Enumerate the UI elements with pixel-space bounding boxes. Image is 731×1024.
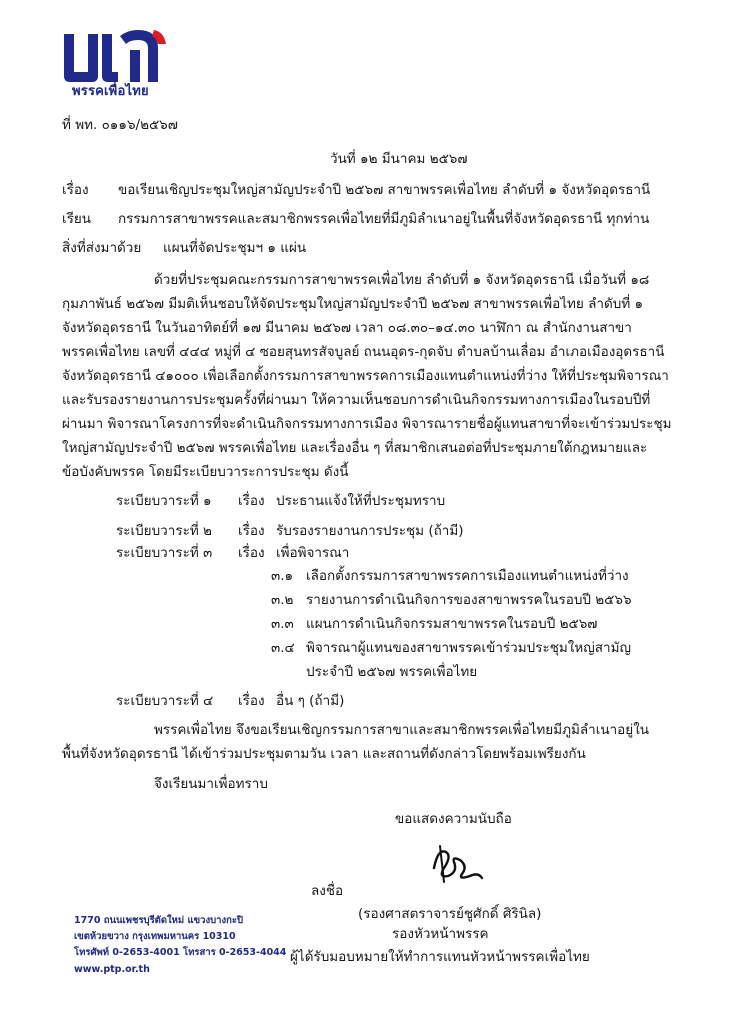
footer-phone: โทรศัพท์ 0-2653-4001 โทรสาร 0-2653-4044 [74, 947, 287, 958]
body-line: ด้วยที่ประชุมคณะกรรมการสาขาพรรคเพื่อไทย ลำดับที่ ๑ จังหวัดอุดรธานี เมื่อวันที่ ๑๘ [154, 272, 650, 288]
body-line: กุมภาพันธ์ ๒๕๖๗ มีมติเห็นชอบให้จัดประชุมใหญ่สามัญประจำปี ๒๕๖๗ สาขาพรรคเพื่อไทย ลำดับที่ ๑ [62, 296, 644, 312]
agenda-label: เรื่อง [238, 493, 265, 509]
signer-name: (รองศาสตราจารย์ชูศักดิ์ ศิรินิล) [358, 906, 542, 922]
body-line: จังหวัดอุดรธานี ๔๑๐๐๐ เพื่อเลือกตั้งกรรมการสาขาพรรคการเมืองแทนตำแหน่งที่ว่าง ให้ที่ประชุมพิจารณา [62, 368, 669, 384]
closing-line: พรรคเพื่อไทย จึงขอเรียนเชิญกรรมการสาขาและสมาชิกพรรคเพื่อไทยมีภูมิลำเนาอยู่ใน [154, 722, 650, 738]
agenda-label: เรื่อง [238, 523, 265, 539]
agenda-text: เพื่อพิจารณา [276, 545, 350, 561]
subject-text: ขอเรียนเชิญประชุมใหญ่สามัญประจำปี ๒๕๖๗ สาขาพรรคเพื่อไทย ลำดับที่ ๑ จังหวัดอุดรธานี [118, 182, 651, 198]
agenda-number: ระเบียบวาระที่ ๔ [116, 693, 214, 709]
closing-line: พื้นที่จังหวัดอุดรธานี ได้เข้าร่วมประชุมตามวัน เวลา และสถานที่ดังกล่าวโดยพร้อมเพรียงกัน [62, 746, 586, 762]
signer-title: รองหัวหน้าพรรค [392, 926, 489, 942]
sign-label: ลงชื่อ [311, 883, 344, 899]
body-line: ผ่านมา พิจารณาโครงการที่จะดำเนินกิจกรรมทางการเมือง พิจารณารายชื่อผู้แทนสาขาที่จะเข้าร่วมประชุม [62, 416, 672, 432]
signer-role: ผู้ได้รับมอบหมายให้ทำการแทนหัวหน้าพรรคเพื่อไทย [290, 949, 590, 965]
subitem-text: เลือกตั้งกรรมการสาขาพรรคการเมืองแทนตำแหน่งที่ว่าง [306, 568, 629, 584]
inform-line: จึงเรียนมาเพื่อทราบ [154, 776, 268, 792]
document-number: ที่ พท. ๐๑๑๖/๒๕๖๗ [62, 117, 178, 133]
subitem-number: ๓.๔ [271, 640, 295, 656]
agenda-label: เรื่อง [238, 545, 265, 561]
subitem-text: รายงานการดำเนินกิจการของสาขาพรรคในรอบปี ๒๕๖๖ [306, 592, 632, 608]
agenda-label: เรื่อง [238, 693, 265, 709]
subitem-number: ๓.๑ [271, 568, 294, 584]
enclosure-text: แผนที่จัดประชุมฯ ๑ แผ่น [163, 240, 307, 256]
subitem-text: พิจารณาผู้แทนของสาขาพรรคเข้าร่วมประชุมใหญ่สามัญ [306, 640, 631, 656]
party-logo-text: พรรคเพื่อไทย [72, 84, 149, 99]
agenda-number: ระเบียบวาระที่ ๓ [116, 545, 213, 561]
recipient-text: กรรมการสาขาพรรคและสมาชิกพรรคเพื่อไทยที่มีภูมิลำเนาอยู่ในพื้นที่จังหวัดอุดรธานี ทุกท่าน [118, 211, 650, 227]
subitem-number: ๓.๒ [271, 592, 294, 608]
enclosure-label: สิ่งที่ส่งมาด้วย [62, 240, 142, 256]
body-line: ข้อบังคับพรรค โดยมีระเบียบวาระการประชุม ดังนี้ [62, 464, 349, 480]
footer-website[interactable]: www.ptp.or.th [74, 964, 150, 975]
agenda-text: ประธานแจ้งให้ที่ประชุมทราบ [276, 493, 446, 509]
agenda-number: ระเบียบวาระที่ ๑ [116, 493, 212, 509]
body-line: ใหญ่สามัญประจำปี ๒๕๖๗ พรรคเพื่อไทย และเรื่องอื่น ๆ ที่สมาชิกเสนอต่อที่ประชุมภายใต้กฎหมายและ [62, 440, 648, 456]
agenda-text: อื่น ๆ (ถ้ามี) [276, 693, 345, 709]
agenda-number: ระเบียบวาระที่ ๒ [116, 523, 212, 539]
footer-address-2: เขตห้วยขวาง กรุงเทพมหานคร 10310 [74, 931, 236, 942]
regards-line: ขอแสดงความนับถือ [395, 811, 512, 827]
body-line: และรับรองรายงานการประชุมครั้งที่ผ่านมา ให้ความเห็นชอบการดำเนินกิจกรรมทางการเมืองในรอบปีที่ [62, 392, 651, 408]
signature-mark [424, 838, 490, 890]
recipient-label: เรียน [62, 211, 92, 227]
subitem-number: ๓.๓ [271, 616, 294, 632]
subitem-continuation: ประจำปี ๒๕๖๗ พรรคเพื่อไทย [306, 664, 478, 680]
document-date: วันที่ ๑๒ มีนาคม ๒๕๖๗ [330, 151, 468, 167]
subject-label: เรื่อง [62, 182, 89, 198]
body-line: จังหวัดอุดรธานี ในวันอาทิตย์ที่ ๑๗ มีนาคม ๒๕๖๗ เวลา ๐๘.๓๐–๑๔.๓๐ นาฬิกา ณ สำนักงานสาขา [62, 320, 632, 336]
agenda-text: รับรองรายงานการประชุม (ถ้ามี) [276, 523, 464, 539]
footer-address-1: 1770 ถนนเพชรบุรีตัดใหม่ แขวงบางกะปิ [74, 915, 243, 926]
subitem-text: แผนการดำเนินกิจกรรมสาขาพรรคในรอบปี ๒๕๖๗ [306, 616, 598, 632]
body-line: พรรคเพื่อไทย เลขที่ ๔๔๔ หมู่ที่ ๔ ซอยสุนทรสัจบูลย์ ถนนอุดร-กุดจับ ตำบลบ้านเลื่อม อำเภอเมืองอุดรธานี [62, 344, 665, 360]
